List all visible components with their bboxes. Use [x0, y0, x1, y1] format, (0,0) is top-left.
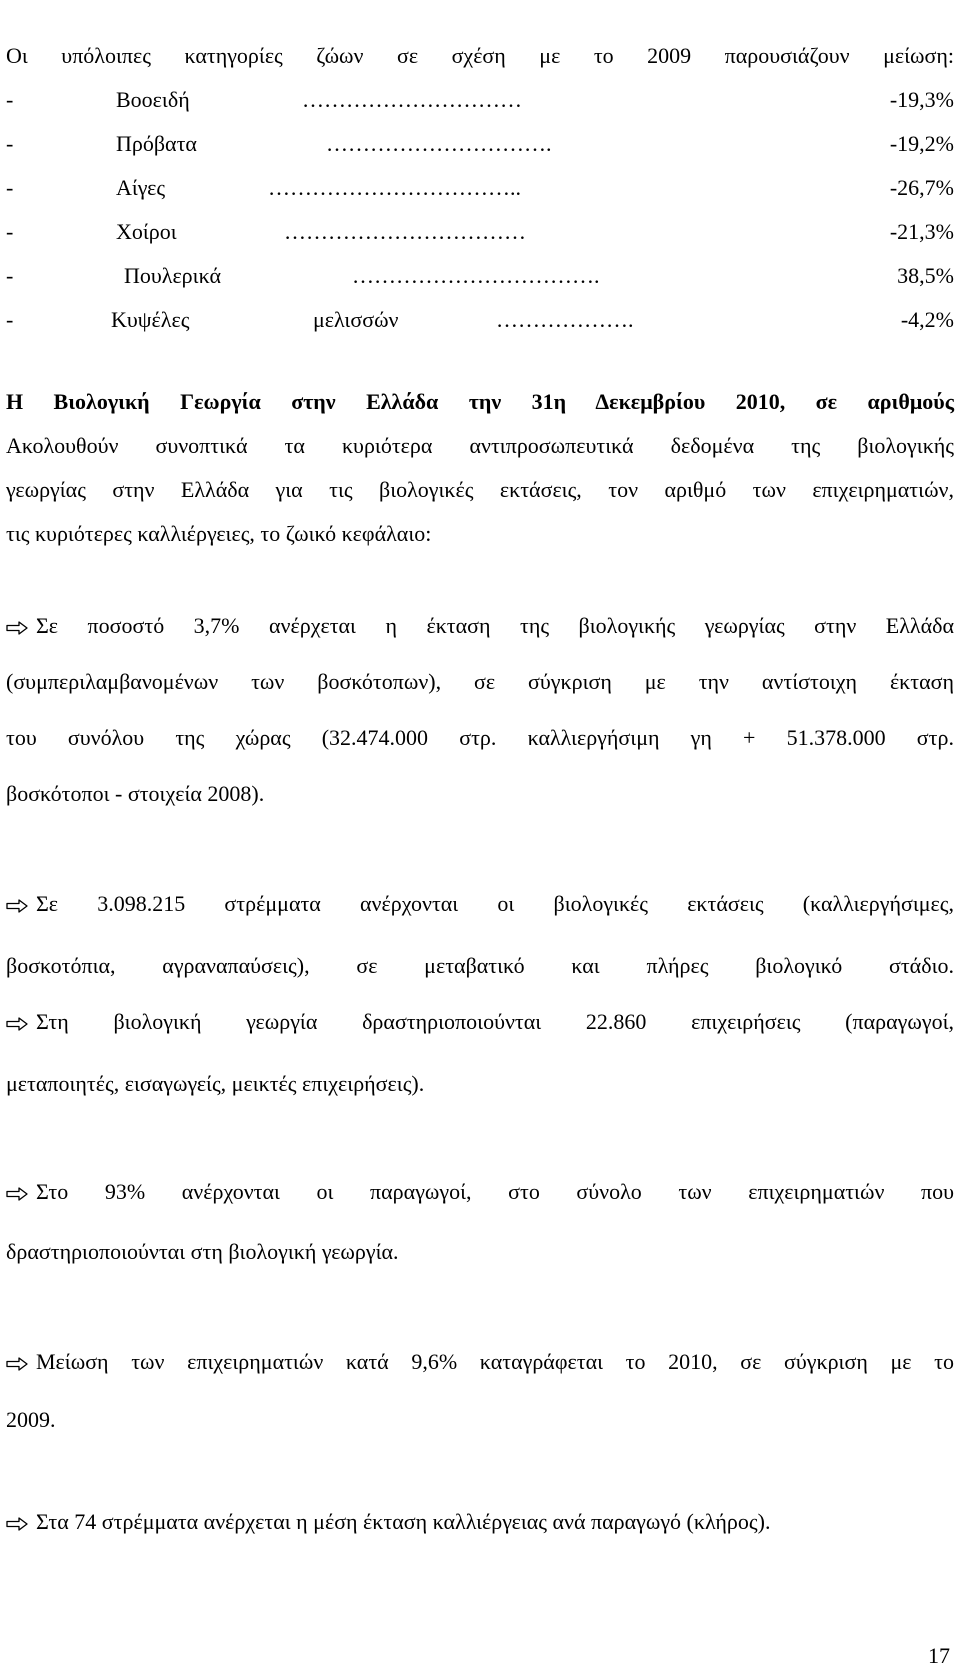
bullet-item — [6, 1178, 954, 1206]
bullet-line: βοσκότοποι - στοιχεία 2008). — [6, 781, 265, 806]
arrow-right-icon — [6, 898, 28, 914]
bullet-line: βοσκοτόπια, αγραναπαύσεις), σε μεταβατικό και πλήρες βιολογικό στάδιο. — [6, 953, 954, 978]
bullet-text: Στη βιολογική γεωργία δραστηριοποιούνται 22.860 επιχειρήσεις (παραγωγοί, — [36, 1009, 954, 1034]
bullet-line: του συνόλου της χώρας (32.474.000 στρ. καλλιεργήσιμη γη + 51.378.000 στρ. — [6, 725, 954, 750]
animal-change: -26,7% — [889, 175, 954, 200]
intro-text: Οι υπόλοιπες κατηγορίες ζώων σε σχέση με το 2009 παρουσιάζουν μείωση: — [6, 43, 954, 68]
arrow-right-icon — [6, 1186, 28, 1202]
paragraph-line: τις κυριότερες καλλιέργειες, το ζωικό κεφάλαιο: — [6, 521, 432, 546]
list-dash: - — [6, 131, 14, 156]
bullet-line: 2009. — [6, 1407, 56, 1432]
animal-name-2: μελισσών — [313, 307, 399, 332]
bullet-text: Σε 3.098.215 στρέμματα ανέρχονται οι βιολογικές εκτάσεις (καλλιεργήσιμες, — [36, 891, 954, 916]
animal-change: -4,2% — [900, 307, 954, 332]
animal-name: Χοίροι — [116, 219, 177, 244]
arrow-right-icon — [6, 1516, 28, 1532]
animal-name: Πρόβατα — [116, 131, 197, 156]
leader-dots: …………………………. — [326, 131, 552, 156]
animal-name: Αίγες — [116, 175, 166, 200]
leader-dots: ………………………… — [302, 87, 522, 112]
paragraph-line: γεωργίας στην Ελλάδα για τις βιολογικές εκτάσεις, τον αριθμό των επιχειρηματιών, — [6, 477, 954, 502]
leader-dots: ………………. — [496, 307, 634, 332]
list-dash: - — [6, 175, 14, 200]
leader-dots: ……………………………. — [352, 263, 600, 288]
list-dash: - — [6, 263, 14, 288]
bullet-item — [6, 1008, 954, 1036]
arrow-right-icon — [6, 620, 28, 636]
bullet-item — [6, 1348, 954, 1376]
list-dash: - — [6, 219, 14, 244]
bullet-line: (συμπεριλαμβανομένων των βοσκότοπων), σε σύγκριση με την αντίστοιχη έκταση — [6, 669, 954, 694]
bullet-line: δραστηριοποιούνται στη βιολογική γεωργία. — [6, 1239, 399, 1264]
animal-change: 38,5% — [897, 263, 954, 288]
bullet-item — [6, 612, 954, 640]
list-dash: - — [6, 307, 14, 332]
bullet-item — [6, 890, 954, 918]
bullet-text: Μείωση των επιχειρηματιών κατά 9,6% καταγράφεται το 2010, σε σύγκριση με το — [36, 1349, 954, 1374]
arrow-right-icon — [6, 1356, 28, 1372]
bullet-text: Στα 74 στρέμματα ανέρχεται η μέση έκταση καλλιέργειας ανά παραγωγό (κλήρος). — [36, 1509, 771, 1534]
section-heading: Η Βιολογική Γεωργία στην Ελλάδα την 31η Δεκεμβρίου 2010, σε αριθμούς — [6, 389, 954, 414]
animal-name: Κυψέλες — [111, 307, 190, 332]
bullet-text: Σε ποσοστό 3,7% ανέρχεται η έκταση της βιολογικής γεωργίας στην Ελλάδα — [36, 613, 954, 638]
animal-name: Βοοειδή — [116, 87, 190, 112]
leader-dots: …………………………….. — [268, 175, 521, 200]
arrow-right-icon — [6, 1016, 28, 1032]
paragraph-line: Ακολουθούν συνοπτικά τα κυριότερα αντιπροσωπευτικά δεδομένα της βιολογικής — [6, 433, 954, 458]
page-number: 17 — [928, 1643, 950, 1668]
list-dash: - — [6, 87, 14, 112]
animal-change: -19,3% — [889, 87, 954, 112]
bullet-item — [6, 1508, 954, 1536]
animal-name: Πουλερικά — [124, 263, 222, 288]
bullet-line: μεταποιητές, εισαγωγείς, μεικτές επιχειρήσεις). — [6, 1071, 425, 1096]
animal-change: -21,3% — [889, 219, 954, 244]
bullet-text: Στο 93% ανέρχονται οι παραγωγοί, στο σύνολο των επιχειρηματιών που — [36, 1179, 954, 1204]
leader-dots: …………………………… — [284, 219, 526, 244]
animal-change: -19,2% — [889, 131, 954, 156]
